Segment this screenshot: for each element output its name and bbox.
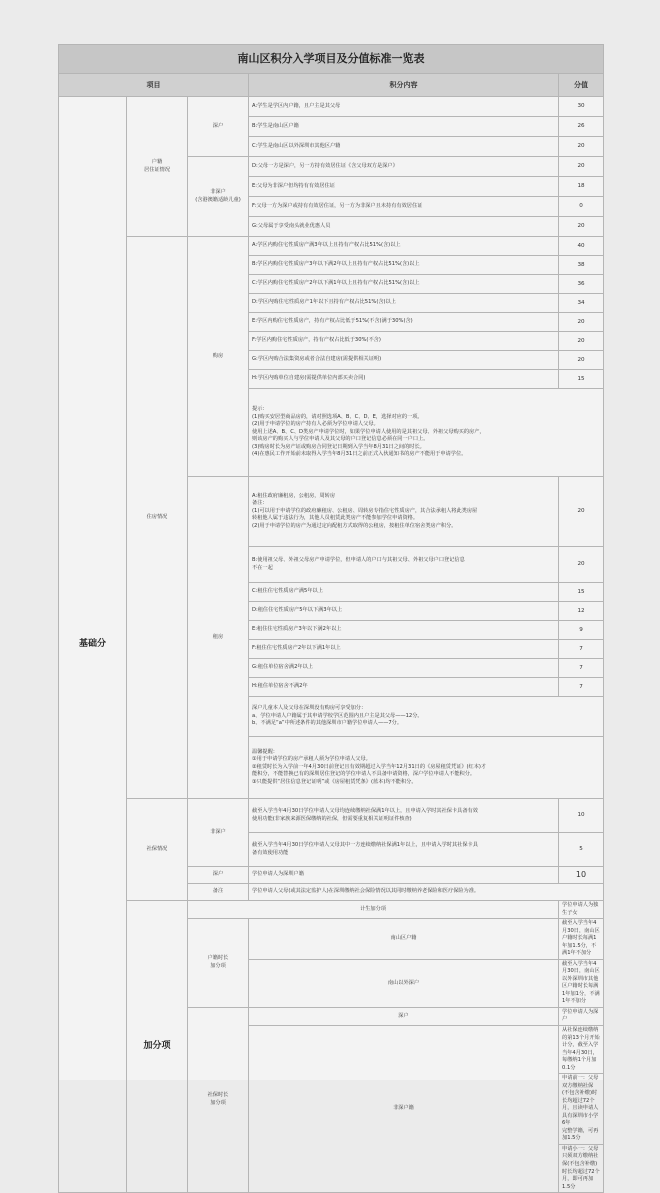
rule-text: 学位申请人为深户 [559,1007,604,1025]
sub-social-shenhu: 深户 [188,867,249,884]
rule-score: 18 [559,177,604,197]
group-hukou-years: 户籍时长 加分项 [188,919,249,1008]
rule-score: 26 [559,117,604,137]
rule-text: B:学生是南山区户籍 [249,117,559,137]
category-bonus: 加分项 [127,901,188,1193]
rule-text: 从社保连续缴纳的第13个月开始计分，截至入学当年4月30日，每缴纳1个月加0.1分 [559,1025,604,1073]
rule-score: 20 [559,477,604,547]
rule-text: B:学区内购住宅性质房产3年以下满2年以上且持有产权占比51%(含)以上 [249,256,559,275]
score-table [58,44,604,1193]
rule-text: B:使用祖父母、外祖父母房产申请学位，但申请人的户口与其祖父母、外祖父母户口登记信息 不在一起 [249,547,559,583]
sub-buy: 购房 [188,237,249,477]
rule-text: A:学区内购住宅性质房产满3年以上且持有产权占比51%(含)以上 [249,237,559,256]
score-table-sheet [58,44,603,1190]
rule-score: 9 [559,621,604,640]
rule-score: 20 [559,332,604,351]
rule-score: 20 [559,313,604,332]
rule-score: 40 [559,237,604,256]
rule-text: C:学生是南山区以外深圳市其他区户籍 [249,137,559,157]
rule-score: 15 [559,583,604,602]
sub-rent: 租房 [188,477,249,799]
group-social-years: 社保时长 加分项 [188,1007,249,1192]
rule-text: H:租住单位宿舍不满2年 [249,678,559,697]
rule-text: F:学区内购住宅性质房产，持有产权占比低于30%(不含) [249,332,559,351]
rule-text: D:学区内购住宅性质房产1年以下且持有产权占比51%(含)以上 [249,294,559,313]
rule-text: G:父母属于享受南头就业优惠人员 [249,217,559,237]
rent-warning: 温馨提醒： ①用于申请学位的房产承租人须为学位申请人父母。 ②租赁时长为入学前一年4月30日前登记且有效期超过入学当年12月31日的《房屋租赁凭证》(红本)才 能积分，不能替换已有的深圳居住登记的学位申请人不具备申请资格，深户学位申请人不能积分。 ③只能提供“居住信息登记证明”或《房屋租赁凭条》(蓝本)均不能积分。 [249,737,604,799]
category-basic: 基础分 [59,97,127,1193]
rent-note: 深户儿童本人及父母在深圳没有购房可享受加分： a、学位申请人户籍属于其申请学校学区范围内且户主是其父母——12分。 b、不满足“a”中所述条件的其他深圳市户籍学位申请人——7分。 [249,697,604,737]
rule-text: 申请前一：父母双方缴纳社保(不包含补缴)时长均超过72个月，且读申请人具有深圳市小学6年 完整学籍，可再加1.5分 [559,1074,604,1145]
rule-score: 12 [559,602,604,621]
rule-text: G:学区内购合法集资房或者合法自建房(需提供相关证明) [249,351,559,370]
rule-text: 学位申请人为独生子女 [559,901,604,919]
rule-text: 截至入学当年4月30日，南山区以外深圳市其他区户籍时长每满1年加1分，不满1年不加分 [559,959,604,1007]
rule-text: G:租住单位宿舍满2年以上 [249,659,559,678]
rule-text: 截至入学当年4月30日学位申请人父母均连续缴纳社保满1年以上，且申请入学时其社保卡具备有效 使用功能(非家族来源医保缴纳的社保，但需要重复相关证明证件核查) [249,799,559,833]
rule-score: 10 [559,799,604,833]
sub-bonus-feishenhu: 非深户籍 [249,1025,559,1192]
rule-text: F:租住住宅性质房产2年以下满1年以上 [249,640,559,659]
rule-text: 学位申请人为深圳户籍 [249,867,559,884]
rule-score: 20 [559,547,604,583]
rule-score: 20 [559,351,604,370]
rule-score: 36 [559,275,604,294]
sub-social-remark: 备注 [188,884,249,901]
rule-score: 10 [559,867,604,884]
rule-text: H:学区内购单位自建房(需提供单位内部买卖合同) [249,370,559,389]
sub-shenhu: 深户 [188,97,249,157]
header-item: 项目 [59,74,249,97]
rule-text: E:租住住宅性质房产3年以下满2年以上 [249,621,559,640]
sub-bonus-shenhu: 深户 [249,1007,559,1025]
rule-text: 截至入学当年4月30日，南山区户籍时长每满1年加1.5分，不满1年不加分 [559,919,604,960]
header-content: 积分内容 [249,74,559,97]
buy-tips: 提示： (1)购买安居型商品房的，请对照选项A、B、C、D、E，选择对应的一项。 (2)用于申请学位的房产持有人必须为学位申请人父母。 使用上述A、B、C、D类房产申请学位时，如果学位申请人使用的是其祖父母、外祖父母购买的房产， 则该房产的购买人与学位申请人及其父母的户口登记信息必须在同一户口上。 (3)购房时长为房产证或购房合同登记日期到入学当年8月31日之间的时长。 (4)在惠民工作开始前未取得入学当年8月31日之前正式入伙通知书的房产不能用于申请学位。 [249,389,604,477]
group-huji: 户籍 居住证情况 [127,97,188,237]
rule-score: 20 [559,137,604,157]
sub-social-feishenhu: 非深户 [188,799,249,867]
rule-text: F:父母一方为深户或持有有效居住证，另一方为非深户且未持有有效居住证 [249,197,559,217]
rule-text: D:父母一方是深户，另一方持有效居住证《含父母双方是深户》 [249,157,559,177]
social-remark-text: 学位申请人父母(或其法定监护人)在深圳缴纳社会保险情况以其同时缴纳养老保险和医疗保险为准。 [249,884,604,901]
rule-text: A:租住政府廉租房，公租房，周转房 备注： (1)可以用于申请学位的政府廉租房、公租房、周转房专指住宅性质房产，其合法承租人将此类房屋 转租他人属于违法行为，其他人员租赁此类房产不能参加学位申请资格。 (2)用于申请学位的房产为通过定向配租方式取得的公租房，按租住单位宿舍类房产积分。 [249,477,559,547]
rule-text: E:父母为非深户但均持有有效居住证 [249,177,559,197]
rule-score: 15 [559,370,604,389]
rule-text: E:学区内购住宅性质房产，持有产权占比低于51%(不含)满于30%(含) [249,313,559,332]
rule-score: 5 [559,833,604,867]
rule-score: 0 [559,197,604,217]
sub-feishenhu: 非深户 (含港澳籍适龄儿童) [188,157,249,237]
rule-text: D:租住住宅性质房产5年以下满3年以上 [249,602,559,621]
rule-text: C:学区内购住宅性质房产2年以下满1年以上且持有产权占比51%(含)以上 [249,275,559,294]
rule-score: 7 [559,678,604,697]
group-plan: 计生加分项 [188,901,559,919]
group-housing: 住房情况 [127,237,188,799]
rule-text: 截至入学当年4月30日学位申请人父母其中一方连续缴纳社保满1年以上，且申请入学时其社保卡具 备有效使用功能 [249,833,559,867]
table-title: 南山区积分入学项目及分值标准一览表 [59,45,604,74]
rule-score: 20 [559,217,604,237]
rule-score: 30 [559,97,604,117]
header-score: 分值 [559,74,604,97]
rule-score: 38 [559,256,604,275]
rule-text: 申请小一：父母只须双方缴纳社保(不包含补缴)时长均超过72个月，即可再加1.5分 [559,1144,604,1192]
rule-text: C:租住住宅性质房产满5年以上 [249,583,559,602]
sub-hukou-other: 南山以外深户 [249,959,559,1007]
sub-hukou-nanshan: 南山区户籍 [249,919,559,960]
rule-score: 20 [559,157,604,177]
rule-text: A:学生是学区内户籍，且户主是其父母 [249,97,559,117]
rule-score: 34 [559,294,604,313]
rule-score: 7 [559,659,604,678]
rule-score: 7 [559,640,604,659]
group-social: 社保情况 [127,799,188,901]
